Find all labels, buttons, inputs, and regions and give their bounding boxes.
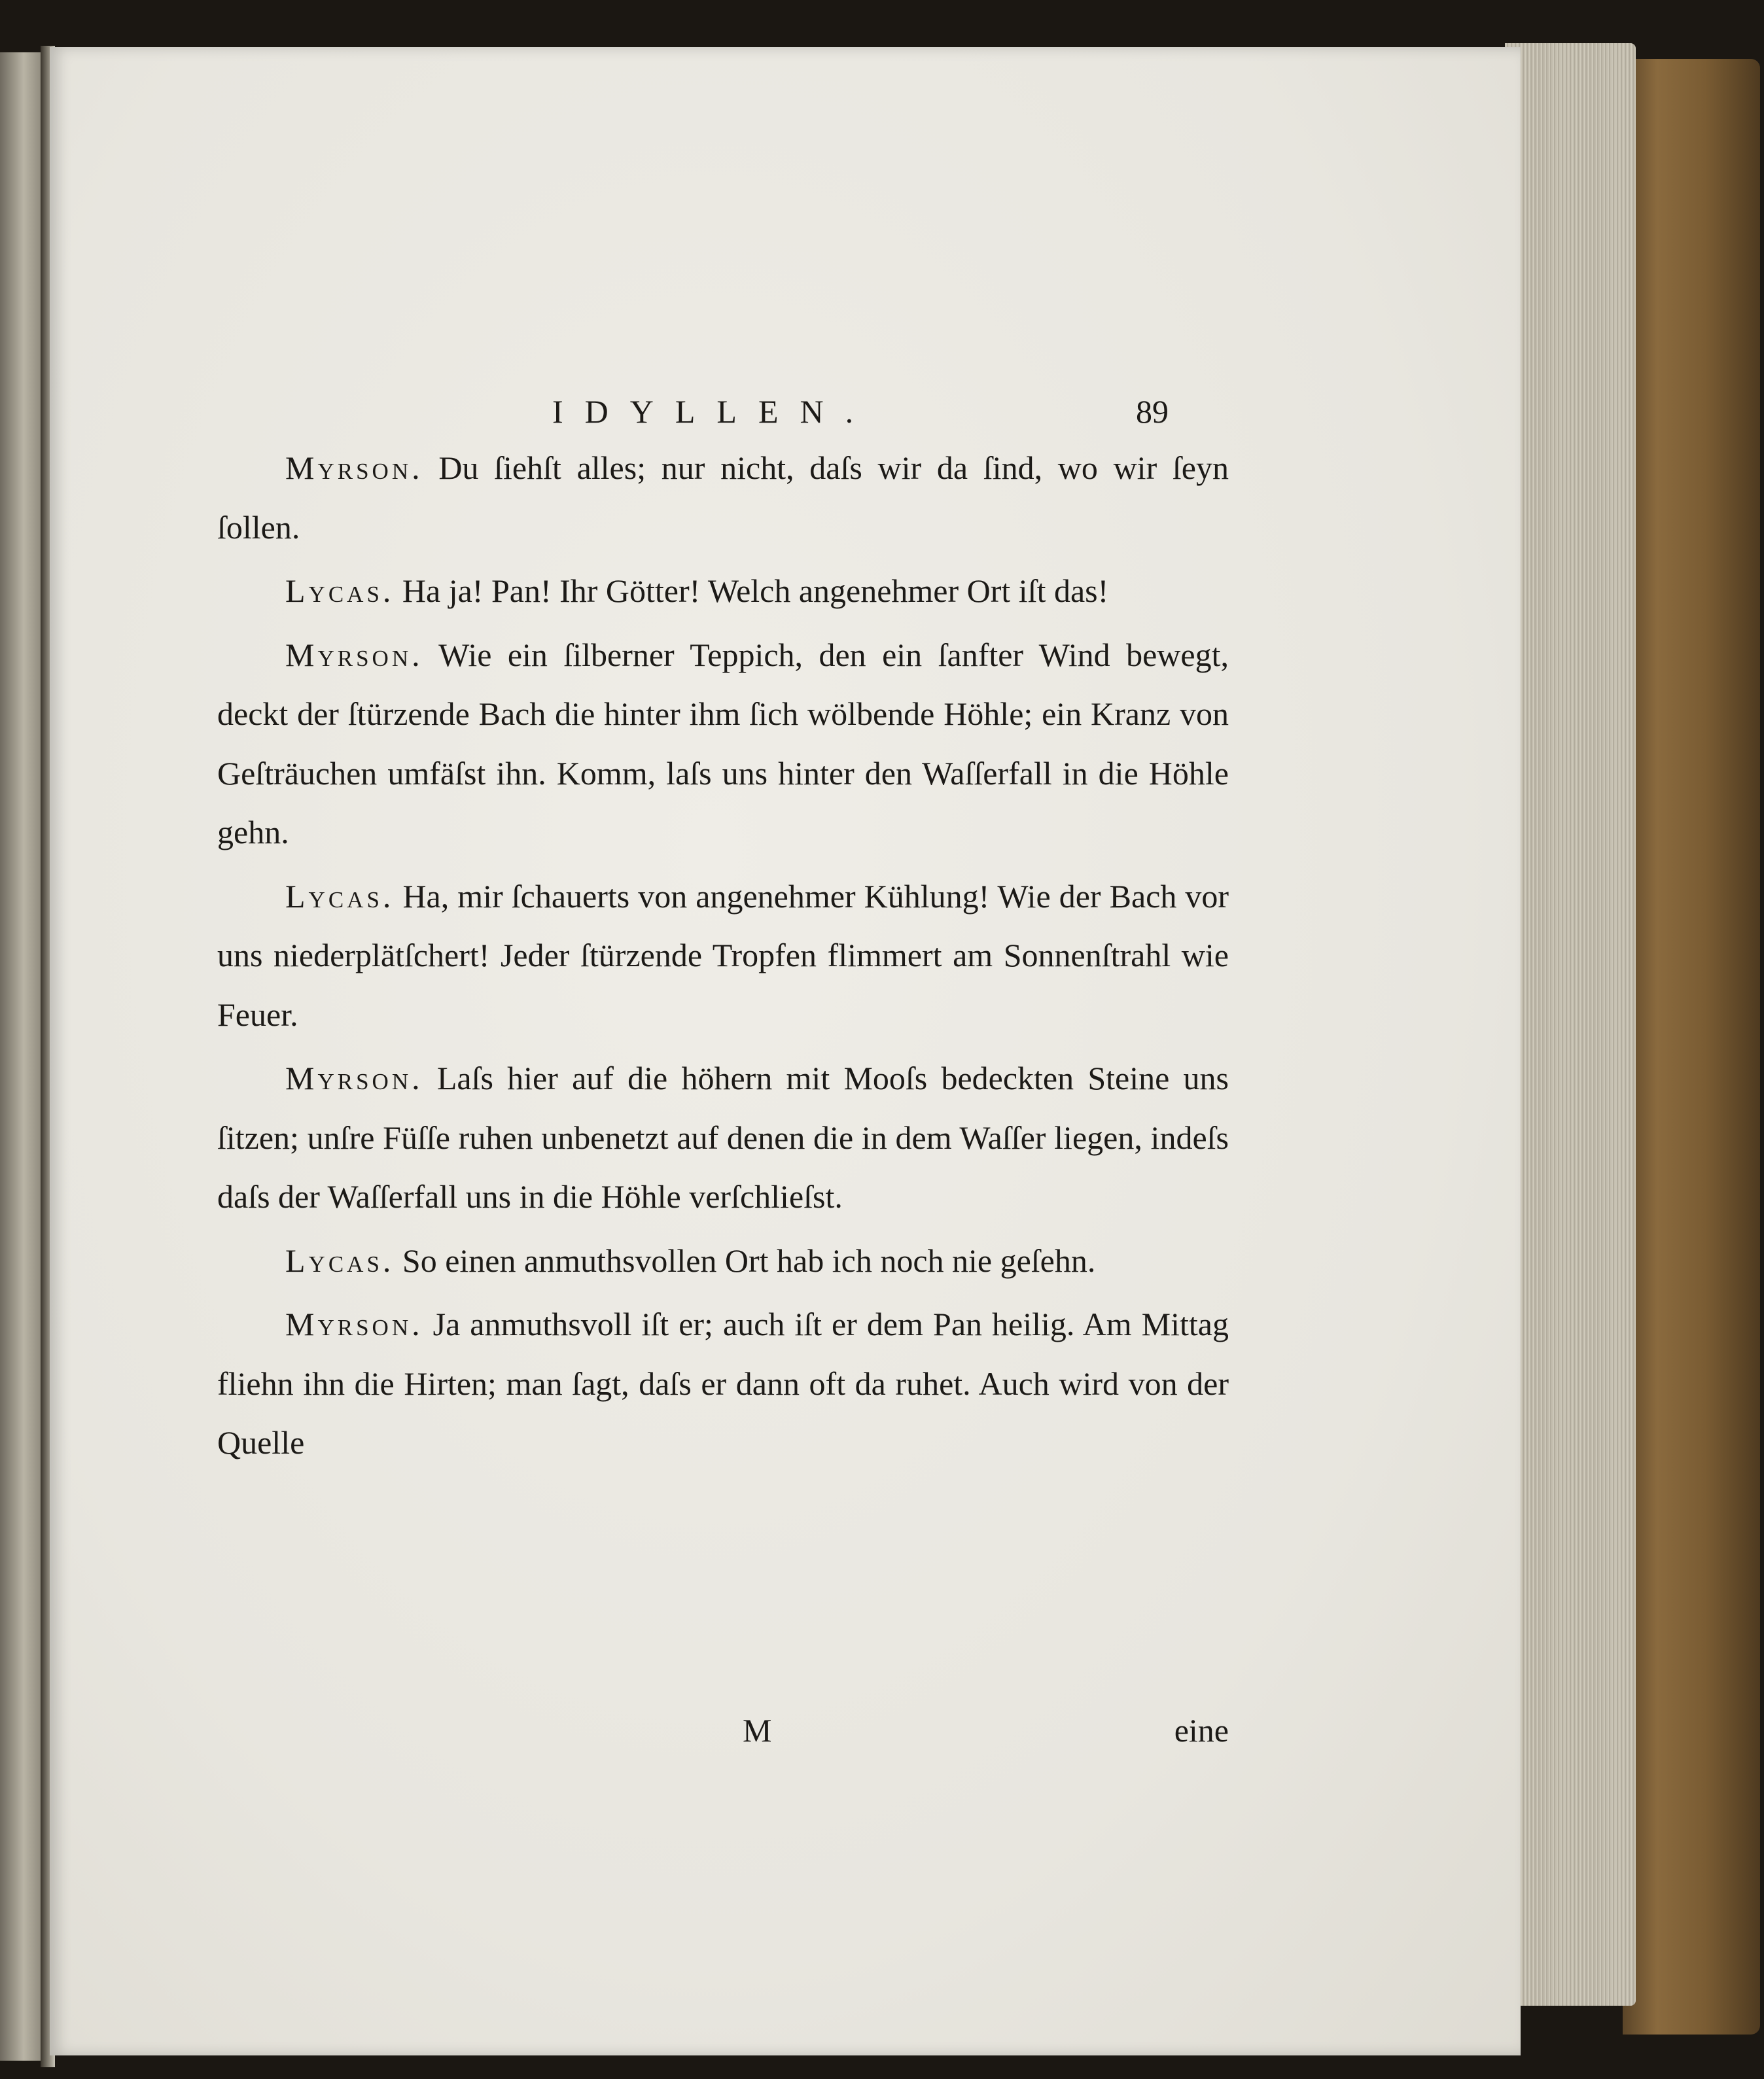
dialogue-paragraph	[217, 1295, 1229, 1473]
speaker-name: Lycas.	[285, 877, 395, 915]
paragraph-text: Laſs hier auf die höhern mit Mooſs bedeckten Steine uns ſitzen; unſre Füſſe ruhen unbenetzt auf denen die in dem Waſſer liegen, indeſs daſs der Waſſerfall uns in die Höhle verſchlieſst.	[217, 1060, 1229, 1215]
dialogue-paragraph	[217, 625, 1229, 862]
book-cover-edge	[1623, 59, 1760, 2035]
page-header	[50, 393, 1521, 432]
paragraph-text: Ja anmuthsvoll iſt er; auch iſt er dem Pan heilig. Am Mittag fliehn ihn die Hirten; man ſagt, daſs er dann oft da ruhet. Auch wird von der Quelle	[217, 1306, 1229, 1461]
catchword: eine	[1174, 1712, 1229, 1749]
paragraph-text: Ha ja! Pan! Ihr Götter! Welch angenehmer Ort iſt das!	[402, 572, 1109, 609]
speaker-name: Myrson.	[285, 1306, 423, 1342]
dialogue-paragraph	[217, 438, 1229, 557]
speaker-name: Myrson.	[285, 1060, 423, 1096]
book-page	[50, 47, 1521, 2055]
facing-page-edge	[0, 52, 43, 2061]
running-title: IDYLLEN.	[552, 393, 875, 430]
page-footer	[217, 1711, 1229, 1764]
paragraph-text: Ha, mir ſchauerts von angenehmer Kühlung! Wie der Bach vor uns niederplätſchert! Jeder ſtürzende Tropfen flimmert am Sonnenſtrahl wie Feuer.	[217, 877, 1229, 1033]
paragraph-text: So einen anmuthsvollen Ort hab ich noch nie geſehn.	[402, 1242, 1096, 1279]
paragraph-text: Du ſiehſt alles; nur nicht, daſs wir da ſind, wo wir ſeyn ſollen.	[217, 449, 1229, 546]
dialogue-paragraph	[217, 1231, 1229, 1291]
paragraph-text: Wie ein ſilberner Teppich, den ein ſanfter Wind bewegt, deckt der ſtürzende Bach die hinter ihm ſich wölbende Höhle; ein Kranz von Geſträuchen umfäſst ihn. Komm, laſs uns hinter den Waſſerfall in die Höhle gehn.	[217, 636, 1229, 850]
speaker-name: Lycas.	[285, 1242, 395, 1279]
dialogue-paragraph	[217, 867, 1229, 1045]
page-number: 89	[1136, 393, 1169, 430]
speaker-name: Lycas.	[285, 572, 395, 609]
dialogue-paragraph	[217, 1049, 1229, 1227]
signature-mark: M	[743, 1712, 772, 1749]
page-stack-edges	[1505, 43, 1636, 2006]
body-text	[217, 438, 1229, 1477]
speaker-name: Myrson.	[285, 636, 423, 673]
dialogue-paragraph	[217, 561, 1229, 621]
speaker-name: Myrson.	[285, 449, 423, 486]
